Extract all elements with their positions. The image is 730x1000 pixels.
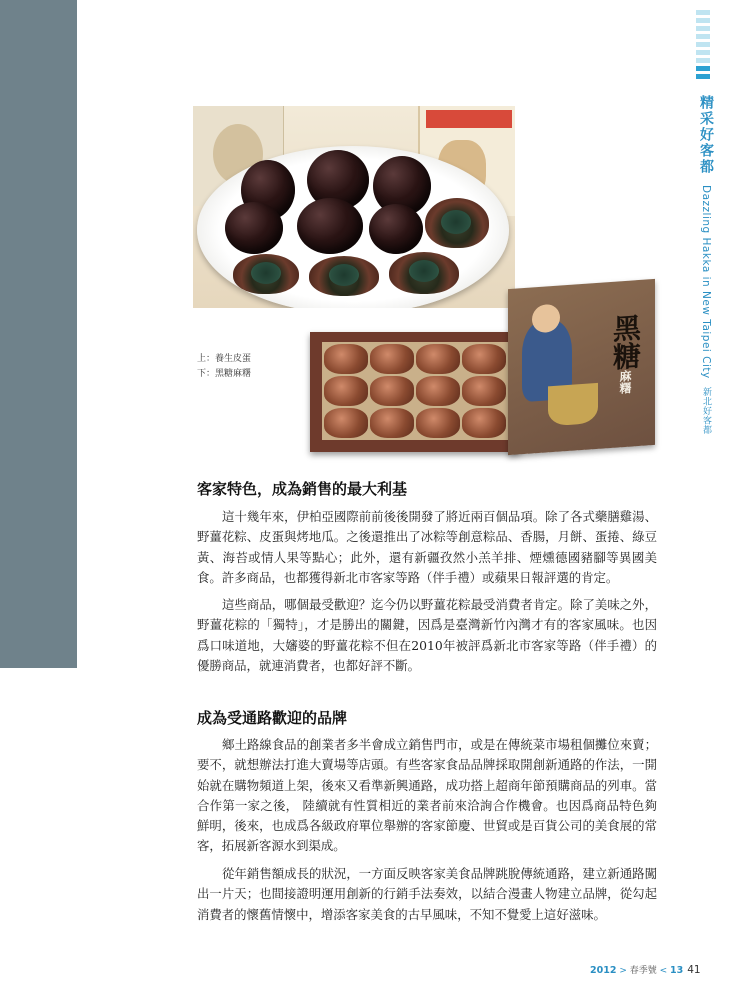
section-title-en: Dazzling Hakka in New Taipei City (700, 185, 712, 379)
footer-issue: 春季號 (629, 966, 657, 976)
caption-bottom: 下：黑糖麻糬 (197, 369, 252, 379)
gift-box-label: 黑糖麻糬 (609, 312, 642, 395)
egg (297, 198, 363, 254)
paragraph: 這些商品，哪個最受歡迎？迄今仍以野薑花粽最受消費者肯定。除了美味之外，野薑花粽的「獨特」，才是勝出的關鍵，因爲是臺灣新竹內灣才有的客家風味。也因爲口味道地，大嬸婆的野薑花粽不但在2010年被評爲新北市客家等路（伴手禮）的優勝商品，就連消費者，也都好評不斷。 (197, 597, 657, 673)
section-heading-1: 客家特色，成為銷售的最大利基 (197, 480, 408, 498)
egg-half (425, 198, 489, 248)
page-number: 41 (687, 964, 701, 976)
gift-box (508, 279, 655, 455)
mochi-gift-box-photo (310, 284, 655, 453)
paragraph: 從年銷售額成長的狀況，一方面反映客家美食品牌跳脫傳統通路，建立新通路闖出一片天；也間接證明運用創新的行銷手法奏效，以結合漫畫人物建立品牌，從勾起消費者的懷舊情懷中，增添客家美食的古早風味，不知不覺愛上這好滋味。 (197, 866, 657, 922)
footer-year: 2012 (590, 965, 617, 976)
section-title-zh: 精采好客都 (698, 95, 714, 175)
century-egg-photo (193, 106, 515, 308)
egg (225, 202, 283, 254)
mochi-tray (310, 332, 520, 452)
section-heading-2: 成為受通路歡迎的品牌 (197, 709, 348, 727)
page-footer: 2012 > 春季號 < 13 41 (590, 964, 701, 976)
paragraph: 鄉土路線食品的創業者多半會成立銷售門市，或是在傳統菜市場租個攤位來賣；要不，就想辦法打進大賣場等店頭。有些客家食品品牌採取開創新通路的作法，一開始就在購物頻道上架，後來又看準新興通路，成功搭上超商年節預購商品的列車。當合作第一家之後， 陸續就有性質相近的業者前來洽詢合作機會。也因爲商品特色夠鮮明，後來，也成爲各級政府單位舉辦的客家節慶、世貿或是百貨公司的美食展的常客，拓展新客源水到渠成。 (197, 737, 657, 854)
photo-caption (197, 352, 251, 382)
footer-issue-number: 13 (670, 965, 684, 976)
section-vertical-title (696, 95, 716, 434)
egg (369, 204, 423, 254)
header-decoration-bars (696, 10, 710, 82)
section-subtitle-zh: 新北好客都 (701, 386, 711, 435)
paragraph: 這十幾年來，伊柏亞國際前前後後開發了將近兩百個品項。除了各式藥膳雞湯、野薑花粽、皮蛋與烤地瓜。之後還推出了冰粽等創意粽品、香腸，月餅、蛋捲、綠豆黃、海苔或情人果等點心；此外，還有新疆孜然小羔羊排、煙燻德國豬腳等異國美食。許多商品，也都獲得新北市客家等路（伴手禮）或蘋果日報評選的肯定。 (197, 509, 657, 585)
side-color-band (0, 0, 77, 668)
egg-half (233, 254, 299, 294)
caption-top: 上：養生皮蛋 (197, 354, 252, 364)
